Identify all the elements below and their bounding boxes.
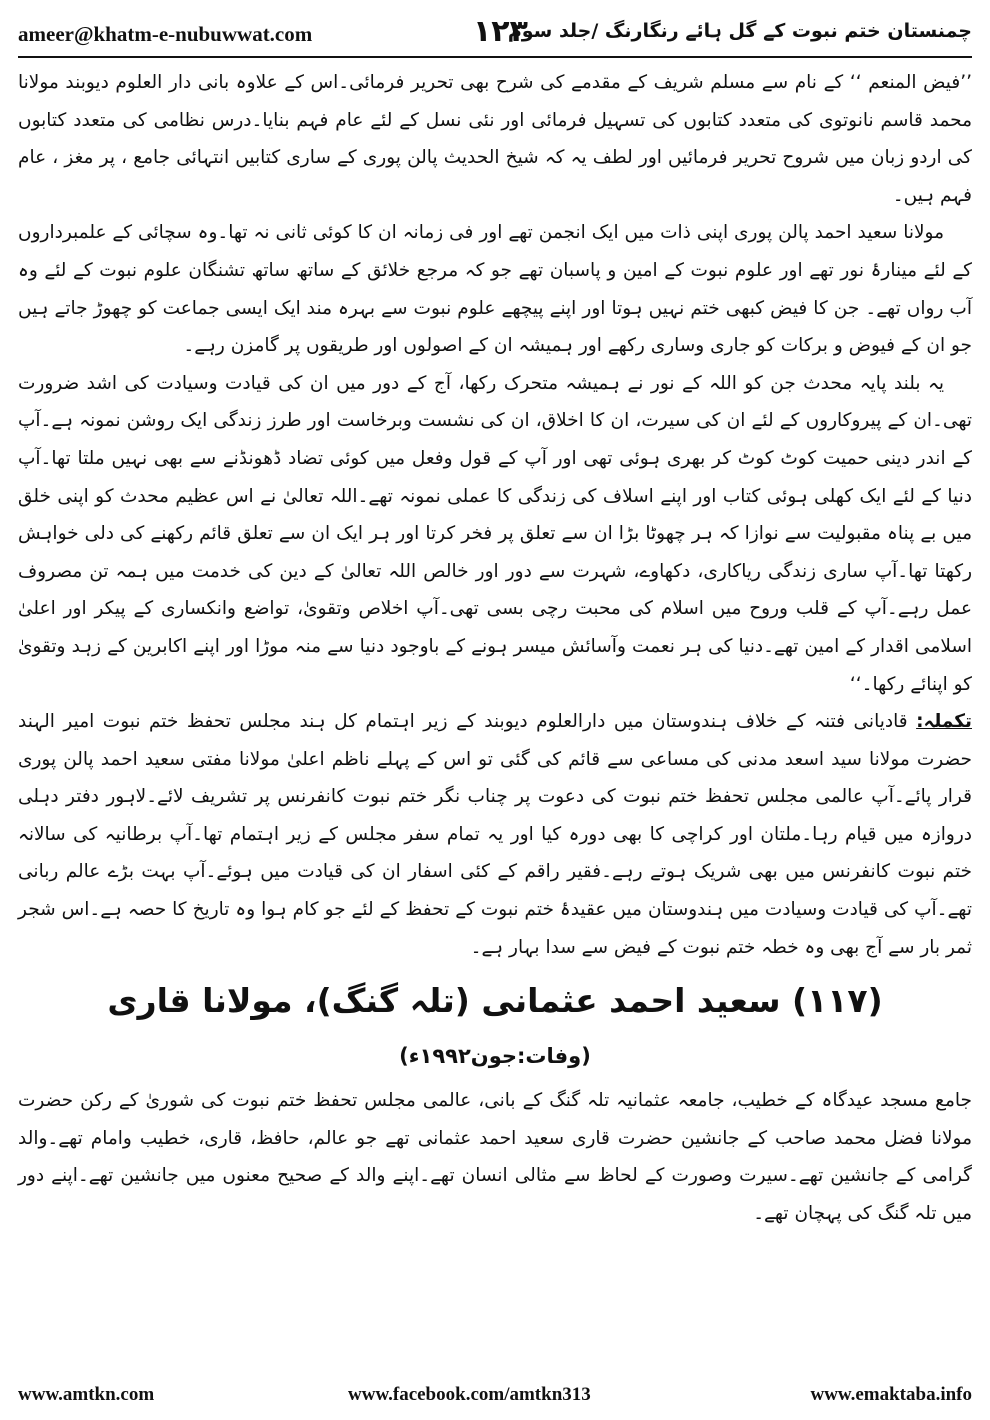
- page-number: ۱۲۳: [473, 14, 528, 49]
- note-text: قادیانی فتنہ کے خلاف ہندوستان میں دارالعلوم دیوبند کے زیر اہتمام کل ہند مجلس تحفظ ختم نبوت امیر الہند حضرت مولانا سید اسعد مدنی کی مساعی سے قائم کی گئی تو اس کے پہلے ناظم اعلیٰ مولانا مفتی سعید احمد پالن پوری قرار پائے۔آپ عالمی مجلس تحفظ ختم نبوت کی دعوت پر چناب نگر ختم نبوت کانفرنس پر تشریف لائے۔لاہور دفتر دہلی دروازہ میں قیام رہا۔ملتان اور کراچی کا بھی دورہ کیا اور یہ تمام سفر مجلس کے زیر اہتمام تھا۔آپ برطانیہ کی سالانہ ختم نبوت کانفرنس میں بھی شریک ہوتے رہے۔فقیر راقم کے کئی اسفار ان کی قیادت میں ہوئے۔آپ بہت بڑے عالم ربانی تھے۔آپ کی قیادت وسیادت میں ہندوستان میں عقیدۂ ختم نبوت کے تحفظ کے لئے جو کام ہوا وہ تاریخ کا حصہ ہے۔اس شجر ثمر بار سے آج بھی وہ خطہ ختم نبوت کے فیض سے سدا بہار ہے۔: [18, 711, 972, 958]
- footer-link-facebook[interactable]: www.facebook.com/amtkn313: [348, 1384, 591, 1405]
- paragraph-1: ’’فیض المنعم ‘‘ کے نام سے مسلم شریف کے مقدمے کی شرح بھی تحریر فرمائی۔اس کے علاوہ بانی دار العلوم دیوبند مولانا محمد قاسم نانوتوی کی متعدد کتابوں کی تسہیل فرمائی اور نئی نسل کے لئے عام فہم بنایا۔درس نظامی کی متعدد کتابوں کی اردو زبان میں شروح تحریر فرمائیں اور لطف یہ کہ شیخ الحدیث پالن پوری کے ساری کتابیں انتہائی جامع ، پر مغز ، عام فہم ہیں۔: [18, 72, 972, 206]
- header-email: ameer@khatm-e-nubuwwat.com: [18, 22, 313, 46]
- paragraph-2: مولانا سعید احمد پالن پوری اپنی ذات میں ایک انجمن تھے اور فی زمانہ ان کا کوئی ثانی نہ تھا۔وہ سچائی کے علمبرداروں کے لئے مینارۂ نور تھے اور علوم نبوت کے امین و پاسبان تھے جو کہ مرجع خلائق کے ساتھ ساتھ تشنگان علوم نبوت کے لئے وہ آب رواں تھے۔ جن کا فیض کبھی ختم نہیں ہوتا اور اپنے پیچھے علوم نبوت سے بہرہ مند ایک ایسی جماعت کو چھوڑ جاتے ہیں جو ان کے فیوض و برکات کو جاری وساری رکھے اور ہمیشہ ان کے اصولوں اور طریقوں پر گامزن رہے۔: [18, 222, 972, 357]
- footer-link-emaktaba[interactable]: www.emaktaba.info: [810, 1384, 972, 1405]
- page-header: [18, 10, 972, 58]
- paragraph-3: یہ بلند پایہ محدث جن کو اللہ کے نور نے ہمیشہ متحرک رکھا، آج کے دور میں ان کی قیادت وسیادت کی اشد ضرورت تھی۔ان کے پیروکاروں کے لئے ان کی سیرت، ان کا اخلاق، ان کی نشست وبرخاست اور طرز زندگی ایک روشن نمونہ ہے۔آپ کے اندر دینی حمیت کوٹ کوٹ کر بھری ہوئی تھی اور آپ کے قول وفعل میں کوئی تضاد ڈھونڈنے سے بھی نہیں ملتا تھا۔آپ دنیا کے لئے ایک کھلی ہوئی کتاب اور اپنے اسلاف کی زندگی کا عملی نمونہ تھے۔اللہ تعالیٰ نے اس عظیم محدث کو اپنی خلق میں بے پناہ مقبولیت سے نوازا کہ ہر چھوٹا بڑا ان سے تعلق پر فخر کرتا اور ہر ایک ان سے تعلق قائم رکھنے کی دلی خواہش رکھتا تھا۔آپ ساری زندگی ریاکاری، دکھاوے، شہرت سے دور اور خالص اللہ تعالیٰ کے دین کی خدمت میں ہمہ تن مصروف عمل رہے۔آپ کے قلب وروح میں اسلام کی محبت رچی بسی تھی۔آپ اخلاص وتقویٰ، تواضع وانکساری کے پیکر اور اعلیٰ اسلامی اقدار کے امین تھے۔دنیا کی ہر نعمت وآسائش میسر ہونے کے باوجود دنیا سے منہ موڑا اور اپنے اکابرین کے زہد وتقویٰ کو اپنائے رکھا۔‘‘: [18, 372, 972, 695]
- death-date: (وفات:جون۱۹۹۲ء): [399, 1044, 591, 1069]
- final-paragraph: جامع مسجد عیدگاہ کے خطیب، جامعہ عثمانیہ تلہ گنگ کے بانی، عالمی مجلس تحفظ ختم نبوت کی شوریٰ کے رکن حضرت مولانا فضل محمد صاحب کے جانشین حضرت قاری سعید احمد عثمانی تھے جو عالم، حافظ، قاری، خطیب وامام تھے۔والد گرامی کے جانشین تھے۔سیرت وصورت کے لحاظ سے مثالی انسان تھے۔اپنے والد کے صحیح معنوں میں جانشین تھے۔اپنے دور میں تلہ گنگ کی پہچان تھے۔: [18, 1090, 972, 1225]
- section-heading: (۱۱۷) سعید احمد عثمانی (تلہ گنگ)، مولانا قاری: [107, 981, 883, 1021]
- page-footer: [18, 1378, 972, 1410]
- note-paragraph: [18, 703, 972, 966]
- footer-link-amtkn[interactable]: www.amtkn.com: [18, 1384, 155, 1405]
- note-label: تکملہ:: [916, 711, 972, 733]
- page-body: [18, 64, 972, 1364]
- book-title: چمنستان ختم نبوت کے گل ہائے رنگارنگ /جلد سوم: [507, 20, 972, 42]
